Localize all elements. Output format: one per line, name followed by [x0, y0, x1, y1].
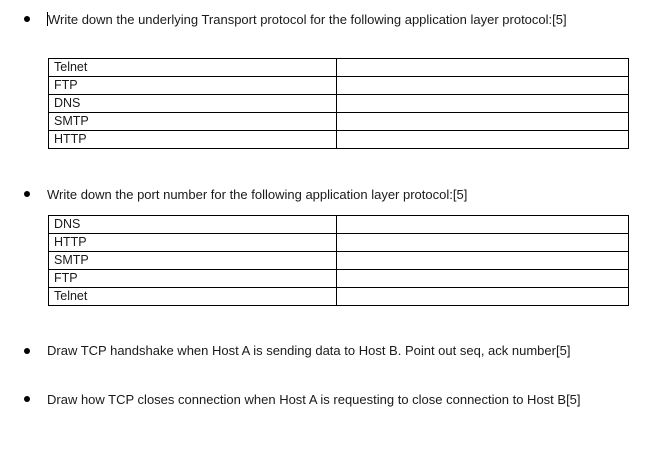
table-row [49, 113, 629, 131]
protocol-cell: DNS [49, 95, 337, 113]
table-row [49, 77, 629, 95]
protocol-cell: HTTP [49, 131, 337, 149]
table-row [49, 216, 629, 234]
question-2-text: Write down the port number for the following application layer protocol:[5] [47, 187, 468, 202]
answer-cell[interactable] [337, 234, 629, 252]
protocol-cell: SMTP [49, 113, 337, 131]
answer-cell[interactable] [337, 252, 629, 270]
transport-protocol-table [48, 58, 629, 149]
question-3-text: Draw TCP handshake when Host A is sending data to Host B. Point out seq, ack number[5] [47, 343, 571, 358]
table-row [49, 252, 629, 270]
protocol-cell: Telnet [49, 59, 337, 77]
bullet-icon [24, 16, 30, 22]
answer-cell[interactable] [337, 113, 629, 131]
protocol-cell: HTTP [49, 234, 337, 252]
port-number-table [48, 215, 629, 306]
protocol-cell: SMTP [49, 252, 337, 270]
protocol-cell: FTP [49, 77, 337, 95]
answer-cell[interactable] [337, 131, 629, 149]
protocol-cell: DNS [49, 216, 337, 234]
protocol-cell: Telnet [49, 288, 337, 306]
answer-cell[interactable] [337, 270, 629, 288]
answer-cell[interactable] [337, 59, 629, 77]
table-row [49, 131, 629, 149]
answer-cell[interactable] [337, 216, 629, 234]
answer-cell[interactable] [337, 77, 629, 95]
answer-cell[interactable] [337, 288, 629, 306]
table-row [49, 95, 629, 113]
question-1-text [47, 11, 587, 29]
table-row [49, 288, 629, 306]
table-row [49, 234, 629, 252]
protocol-cell: FTP [49, 270, 337, 288]
table-row [49, 270, 629, 288]
answer-cell[interactable] [337, 95, 629, 113]
question-1-label: Write down the underlying Transport protocol for the following application layer protocol:[5] [48, 12, 567, 27]
bullet-icon [24, 348, 30, 354]
bullet-icon [24, 191, 30, 197]
question-4-text: Draw how TCP closes connection when Host A is requesting to close connection to Host B[5] [47, 392, 581, 407]
bullet-icon [24, 396, 30, 402]
table-row [49, 59, 629, 77]
